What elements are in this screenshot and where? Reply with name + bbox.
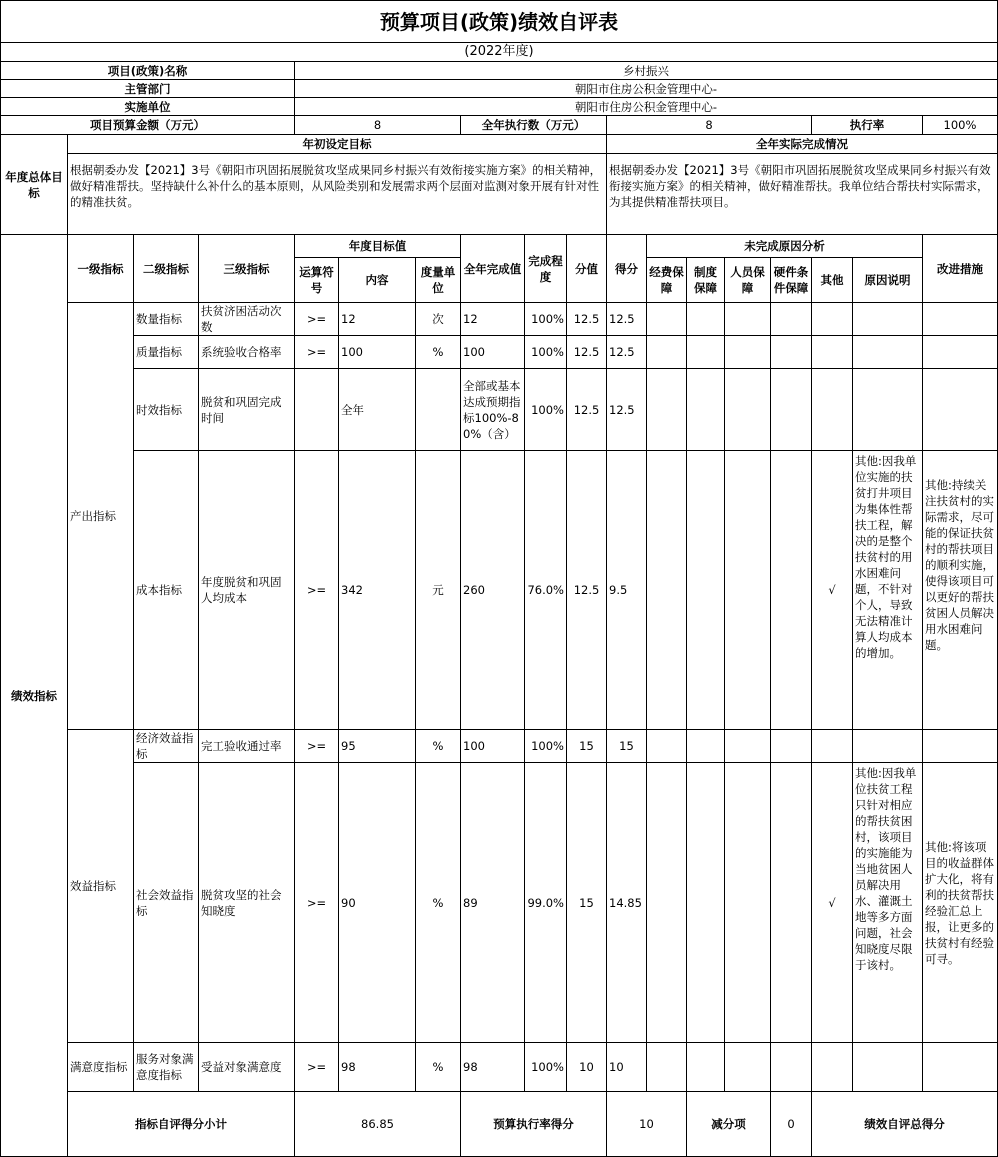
exec-value: 8 bbox=[607, 116, 812, 135]
improve-header: 改进措施 bbox=[923, 235, 998, 303]
got-cell: 12.5 bbox=[607, 303, 647, 336]
op-header: 运算符号 bbox=[295, 258, 339, 303]
op-cell: >= bbox=[295, 336, 339, 369]
improve-cell bbox=[923, 303, 998, 336]
got-header: 得分 bbox=[607, 235, 647, 303]
content-cell: 98 bbox=[339, 1043, 416, 1092]
content-cell: 95 bbox=[339, 730, 416, 763]
other-check-cell bbox=[812, 336, 853, 369]
actual-cell: 89 bbox=[461, 763, 525, 1043]
table-row bbox=[1, 763, 998, 1043]
score-cell: 12.5 bbox=[567, 336, 607, 369]
dept-label: 主管部门 bbox=[1, 80, 295, 98]
reason-desc-cell bbox=[853, 336, 923, 369]
budget-label: 项目预算金额（万元） bbox=[1, 116, 295, 135]
score-cell: 12.5 bbox=[567, 303, 607, 336]
actual-header: 全年完成值 bbox=[461, 235, 525, 303]
reason-desc-cell bbox=[853, 1043, 923, 1092]
table-row bbox=[1, 451, 998, 730]
completion-cell: 100% bbox=[525, 1043, 567, 1092]
score-header: 分值 bbox=[567, 235, 607, 303]
unit-cell: % bbox=[416, 1043, 461, 1092]
exec-label: 全年执行数（万元） bbox=[461, 116, 607, 135]
level2-cell: 经济效益指标 bbox=[134, 730, 199, 763]
unit-header: 度量单位 bbox=[416, 258, 461, 303]
score-cell: 10 bbox=[567, 1043, 607, 1092]
other-check-cell bbox=[812, 303, 853, 336]
level2-cell: 服务对象满意度指标 bbox=[134, 1043, 199, 1092]
level2-cell: 成本指标 bbox=[134, 451, 199, 730]
actual-cell: 98 bbox=[461, 1043, 525, 1092]
completion-cell: 100% bbox=[525, 336, 567, 369]
reason-hardware-header: 硬件条件保障 bbox=[771, 258, 812, 303]
score-cell: 15 bbox=[567, 763, 607, 1043]
level1-output: 产出指标 bbox=[68, 303, 134, 730]
op-cell: >= bbox=[295, 730, 339, 763]
level3-cell: 系统验收合格率 bbox=[199, 336, 295, 369]
content-cell: 12 bbox=[339, 303, 416, 336]
got-cell: 15 bbox=[607, 730, 647, 763]
reason-desc-cell: 其他:因我单位实施的扶贫打井项目为集体性帮扶工程，解决的是整个扶贫村的用水困难问题，不针对个人，导致无法精准计算人均成本的增加。 bbox=[853, 451, 923, 730]
completion-cell: 76.0% bbox=[525, 451, 567, 730]
level3-cell: 脱贫和巩固完成时间 bbox=[199, 369, 295, 451]
completion-cell: 100% bbox=[525, 730, 567, 763]
other-check-cell bbox=[812, 730, 853, 763]
level3-cell: 受益对象满意度 bbox=[199, 1043, 295, 1092]
budget-value: 8 bbox=[295, 116, 461, 135]
subtotal-label: 指标自评得分小计 bbox=[68, 1092, 295, 1157]
reason-staff-header: 人员保障 bbox=[725, 258, 771, 303]
content-cell: 全年 bbox=[339, 369, 416, 451]
unit-cell bbox=[416, 369, 461, 451]
improve-cell bbox=[923, 730, 998, 763]
reason-desc-header: 原因说明 bbox=[853, 258, 923, 303]
op-cell: >= bbox=[295, 451, 339, 730]
rate-label: 执行率 bbox=[812, 116, 923, 135]
completion-cell: 100% bbox=[525, 369, 567, 451]
score-cell: 12.5 bbox=[567, 369, 607, 451]
content-header: 内容 bbox=[339, 258, 416, 303]
op-cell bbox=[295, 369, 339, 451]
level1-benefit: 效益指标 bbox=[68, 730, 134, 1043]
level3-cell: 脱贫攻坚的社会知晓度 bbox=[199, 763, 295, 1043]
got-cell: 10 bbox=[607, 1043, 647, 1092]
unit-cell: 元 bbox=[416, 451, 461, 730]
reason-desc-cell bbox=[853, 303, 923, 336]
budget-score-value: 10 bbox=[607, 1092, 687, 1157]
project-name-label: 项目(政策)名称 bbox=[1, 62, 295, 80]
planned-goal-text: 根据朝委办发【2021】3号《朝阳市巩固拓展脱贫攻坚成果同乡村振兴有效衔接实施方案》的相关精神，做好精准帮扶。坚持缺什么补什么的基本原则，从风险类别和发展需求两个层面对监测对象开展有针对性的精准扶贫。 bbox=[68, 154, 607, 235]
level3-cell: 完工验收通过率 bbox=[199, 730, 295, 763]
page-title: 预算项目(政策)绩效自评表 bbox=[1, 1, 998, 43]
dept-value: 朝阳市住房公积金管理中心- bbox=[295, 80, 998, 98]
actual-cell: 全部或基本达成预期指标100%-80%（含） bbox=[461, 369, 525, 451]
deduct-value: 0 bbox=[771, 1092, 812, 1157]
unit-cell: 次 bbox=[416, 303, 461, 336]
got-cell: 12.5 bbox=[607, 369, 647, 451]
other-check-cell: √ bbox=[812, 451, 853, 730]
level2-header: 二级指标 bbox=[134, 235, 199, 303]
improve-cell bbox=[923, 369, 998, 451]
actual-cell: 260 bbox=[461, 451, 525, 730]
improve-cell bbox=[923, 336, 998, 369]
reason-desc-cell bbox=[853, 730, 923, 763]
improve-cell: 其他:持续关注扶贫村的实际需求，尽可能的保证扶贫村的帮扶项目的顺利实施，使得该项目可以更好的帮扶贫困人员解决用水困难问题。 bbox=[923, 451, 998, 730]
level2-cell: 数量指标 bbox=[134, 303, 199, 336]
table-row bbox=[1, 1043, 998, 1092]
table-row bbox=[1, 730, 998, 763]
table-row bbox=[1, 336, 998, 369]
completion-header: 完成程度 bbox=[525, 235, 567, 303]
content-cell: 90 bbox=[339, 763, 416, 1043]
project-name-value: 乡村振兴 bbox=[295, 62, 998, 80]
planned-goal-header: 年初设定目标 bbox=[68, 135, 607, 154]
rate-value: 100% bbox=[923, 116, 998, 135]
op-cell: >= bbox=[295, 303, 339, 336]
unit-cell: % bbox=[416, 763, 461, 1043]
other-check-cell: √ bbox=[812, 763, 853, 1043]
target-group-header: 年度目标值 bbox=[295, 235, 461, 258]
op-cell: >= bbox=[295, 763, 339, 1043]
level3-cell: 年度脱贫和巩固人均成本 bbox=[199, 451, 295, 730]
reason-other-header: 其他 bbox=[812, 258, 853, 303]
level1-header: 一级指标 bbox=[68, 235, 134, 303]
improve-cell bbox=[923, 1043, 998, 1092]
actual-goal-text: 根据朝委办发【2021】3号《朝阳市巩固拓展脱贫攻坚成果同乡村振兴有效衔接实施方案》的相关精神，做好精准帮扶。我单位结合帮扶村实际需求，为其提供精准帮扶项目。 bbox=[607, 154, 998, 235]
actual-goal-header: 全年实际完成情况 bbox=[607, 135, 998, 154]
total-label: 绩效自评总得分 bbox=[812, 1092, 998, 1157]
got-cell: 14.85 bbox=[607, 763, 647, 1043]
unit-cell: % bbox=[416, 336, 461, 369]
reason-desc-cell: 其他:因我单位扶贫工程只针对相应的帮扶贫困村，该项目的实施能为当地贫困人员解决用水、灌溉土地等多方面问题，社会知晓度尽限于该村。 bbox=[853, 763, 923, 1043]
got-cell: 9.5 bbox=[607, 451, 647, 730]
level2-cell: 时效指标 bbox=[134, 369, 199, 451]
actual-cell: 100 bbox=[461, 730, 525, 763]
table-row bbox=[1, 303, 998, 336]
actual-cell: 100 bbox=[461, 336, 525, 369]
level1-satisfaction: 满意度指标 bbox=[68, 1043, 134, 1092]
reason-fund-header: 经费保障 bbox=[647, 258, 687, 303]
completion-cell: 100% bbox=[525, 303, 567, 336]
other-check-cell bbox=[812, 1043, 853, 1092]
unit-label: 实施单位 bbox=[1, 98, 295, 116]
level2-cell: 质量指标 bbox=[134, 336, 199, 369]
indicators-label: 绩效指标 bbox=[1, 235, 68, 1157]
budget-score-label: 预算执行率得分 bbox=[461, 1092, 607, 1157]
reason-system-header: 制度保障 bbox=[687, 258, 725, 303]
table-row bbox=[1, 369, 998, 451]
goals-label: 年度总体目标 bbox=[1, 135, 68, 235]
other-check-cell bbox=[812, 369, 853, 451]
unit-cell: % bbox=[416, 730, 461, 763]
score-cell: 12.5 bbox=[567, 451, 607, 730]
reason-desc-cell bbox=[853, 369, 923, 451]
got-cell: 12.5 bbox=[607, 336, 647, 369]
year-label: (2022年度) bbox=[1, 43, 998, 62]
content-cell: 100 bbox=[339, 336, 416, 369]
reasons-group-header: 未完成原因分析 bbox=[647, 235, 923, 258]
content-cell: 342 bbox=[339, 451, 416, 730]
actual-cell: 12 bbox=[461, 303, 525, 336]
unit-value: 朝阳市住房公积金管理中心- bbox=[295, 98, 998, 116]
completion-cell: 99.0% bbox=[525, 763, 567, 1043]
level3-cell: 扶贫济困活动次数 bbox=[199, 303, 295, 336]
deduct-label: 减分项 bbox=[687, 1092, 771, 1157]
level2-cell: 社会效益指标 bbox=[134, 763, 199, 1043]
score-cell: 15 bbox=[567, 730, 607, 763]
level3-header: 三级指标 bbox=[199, 235, 295, 303]
improve-cell: 其他:将该项目的收益群体扩大化，将有利的扶贫帮扶经验汇总上报，让更多的扶贫村有经验可寻。 bbox=[923, 763, 998, 1043]
op-cell: >= bbox=[295, 1043, 339, 1092]
subtotal-value: 86.85 bbox=[295, 1092, 461, 1157]
